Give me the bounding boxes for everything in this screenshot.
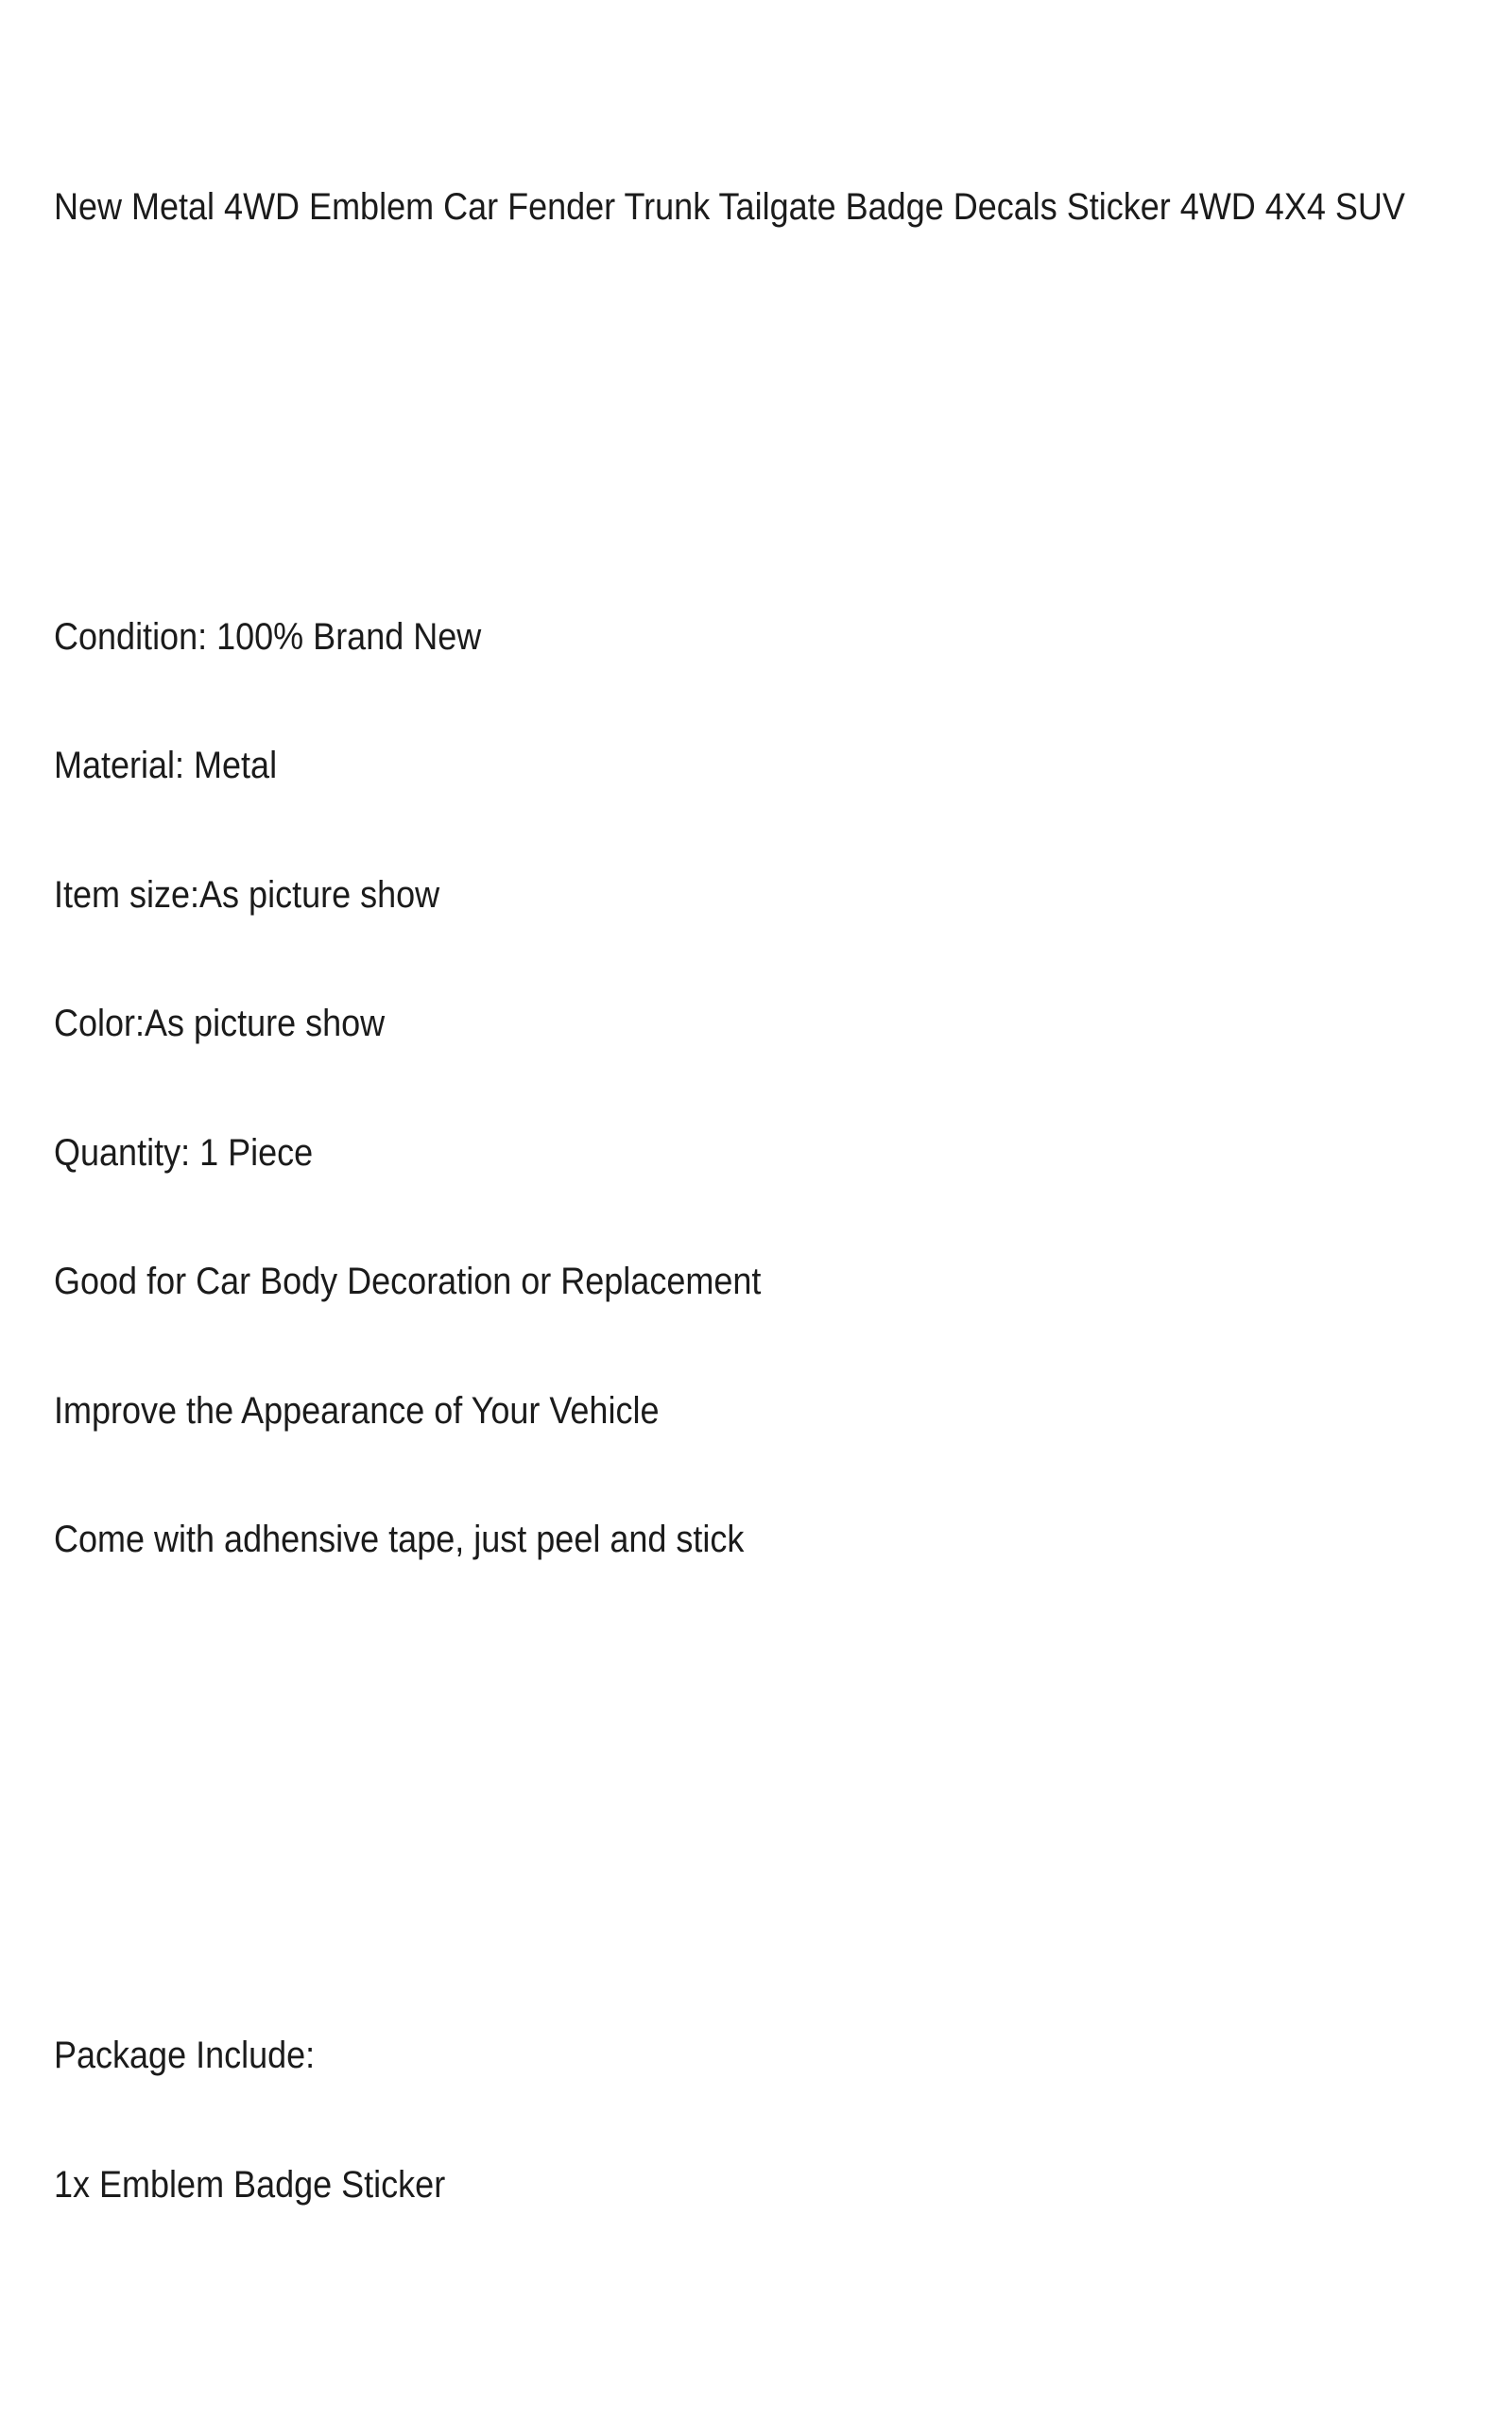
package-include-heading: Package Include:: [54, 2035, 316, 2076]
spacer: [54, 1777, 1500, 1820]
package-include-block: [54, 1949, 1500, 2293]
product-details-block: [54, 530, 1500, 1648]
detail-line-condition: Condition: 100% Brand New: [54, 615, 482, 658]
detail-line-good-for: Good for Car Body Decoration or Replacement: [54, 1261, 762, 1302]
detail-line-quantity: Quantity: 1 Piece: [54, 1131, 314, 1174]
detail-line-tape: Come with adhensive tape, just peel and stick: [54, 1519, 745, 1560]
detail-line-item-size: Item size:As picture show: [54, 873, 440, 916]
detail-line-color: Color:As picture show: [54, 1003, 386, 1044]
product-title: New Metal 4WD Emblem Car Fender Trunk Tailgate Badge Decals Sticker 4WD 4X4 SUV: [54, 185, 1405, 228]
package-include-item: 1x Emblem Badge Sticker: [54, 2163, 446, 2206]
detail-line-material: Material: Metal: [54, 745, 278, 786]
detail-line-improve: Improve the Appearance of Your Vehicle: [54, 1389, 660, 1432]
spacer: [54, 358, 1500, 402]
product-description-content: [54, 57, 1500, 2422]
